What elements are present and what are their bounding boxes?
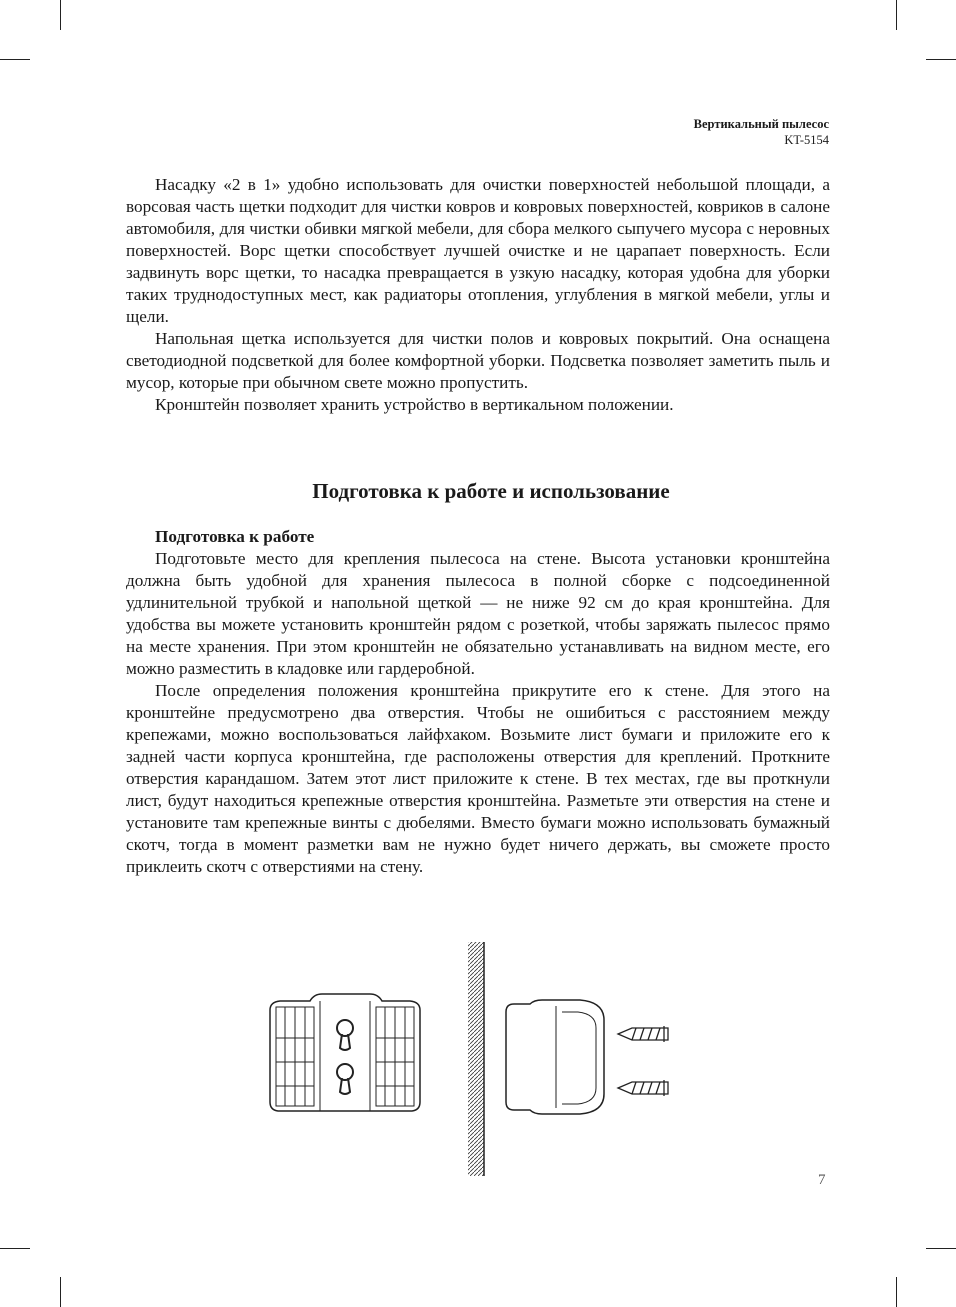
paragraph: Подготовьте место для крепления пылесоса на стене. Высота установки кронштейна должна быть удобной для хранения пылесоса в полной сборке с подсоединенной удлинительной трубкой и напольной щеткой — не ниже 92 см до края кронштейна. Для удобства вы можете установить кронштейн рядом с розеткой, чтобы заряжать пылесос прямо на месте хранения. При этом кронштейн не обязательно устанавливать на видном месте, его можно разместить в кладовке или гардеробной. [126,549,830,678]
wall-section [468,942,484,1176]
bracket-back-view [270,994,420,1111]
wall-plug-icon [618,1026,668,1042]
header-product: Вертикальный пылесос [693,117,829,131]
crop-mark [926,59,956,60]
crop-mark [0,59,30,60]
section-title: Подготовка к работе и использование [312,479,670,503]
crop-mark [926,1248,956,1249]
preparation-text [126,526,830,878]
running-header [694,116,829,148]
crop-mark [60,1277,61,1307]
crop-mark [896,0,897,30]
page-number: 7 [818,1172,826,1188]
crop-mark [60,0,61,30]
bracket-side-view [506,1000,604,1114]
intro-text [126,174,830,416]
header-model: KT-5154 [784,133,829,147]
paragraph: Кронштейн позволяет хранить устройство в вертикальном положении. [155,395,674,414]
subsection-title: Подготовка к работе [155,527,315,546]
bracket-mounting-illustration [262,940,682,1180]
paragraph: Насадку «2 в 1» удобно использовать для очистки поверхностей небольшой площади, а ворсовая часть щетки подходит для чистки ковров и ковровых поверхностей, ковриков в салоне автомобиля, для чистки обивки мягкой мебели, для сбора мелкого сыпучего мусора с неровных поверхностей. Ворс щетки способствует лучшей очистке и не царапает поверхность. Если задвинуть ворс щетки, то насадка превращается в узкую насадку, которая удобна для уборки таких труднодоступных мест, как радиаторы отопления, углубления в мягкой мебели, углы и щели. [126,175,830,326]
paragraph: Напольная щетка используется для чистки полов и ковровых покрытий. Она оснащена светодиодной подсветкой для более комфортной уборки. Подсветка позволяет заметить пыль и мусор, которые при обычном свете можно пропустить. [126,329,830,392]
paragraph: После определения положения кронштейна прикрутите его к стене. Для этого на кронштейне предусмотрено два отверстия. Чтобы не ошибиться с расстоянием между крепежами, можно воспользоваться лайфхаком. Возьмите лист бумаги и приложите его к задней части корпуса кронштейна, где расположены отверстия для креплений. Проткните отверстия карандашом. Затем этот лист приложите к стене. В тех местах, где вы проткнули лист, будут находиться крепежные отверстия кронштейна. Разметьте эти отверстия на стене и установите там крепежные винты с дюбелями. Вместо бумаги можно использовать бумажный скотч, тогда в момент разметки вам не нужно будет ничего держать, вы сможете просто приклеить скотч с отверстиями на стену. [126,681,830,876]
wall-plug-icon [618,1080,668,1096]
crop-mark [0,1248,30,1249]
crop-mark [896,1277,897,1307]
